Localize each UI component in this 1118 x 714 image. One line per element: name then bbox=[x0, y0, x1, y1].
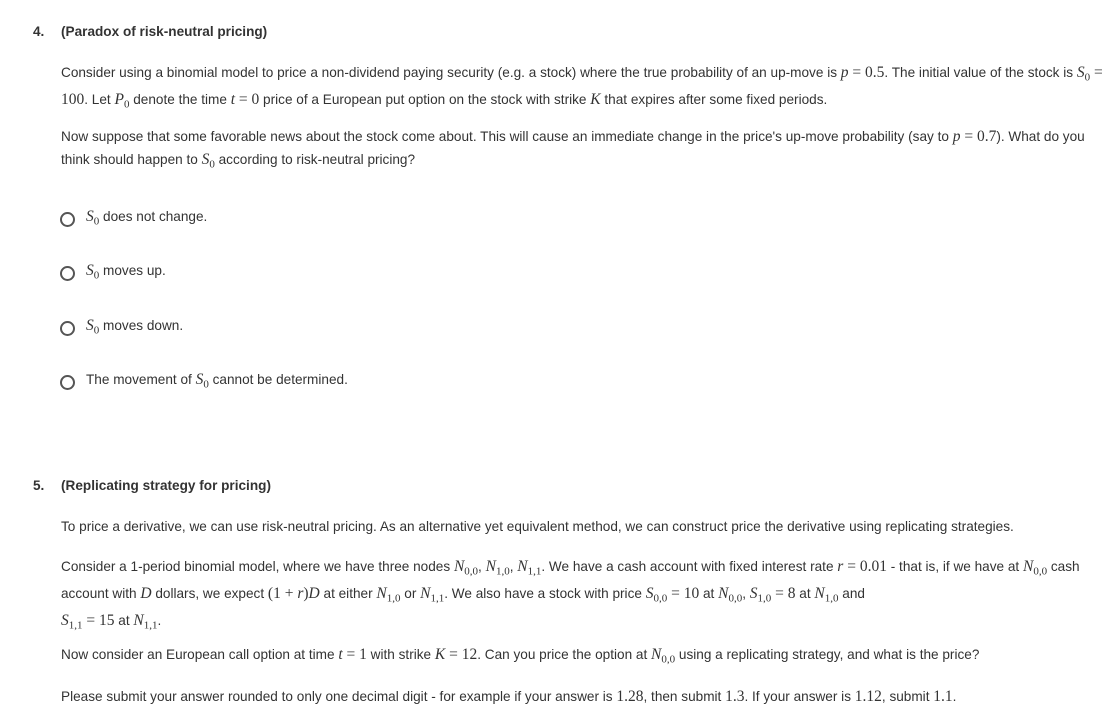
option-label: $S_0$ does not change. bbox=[86, 207, 208, 228]
question-paragraph: Consider using a binomial model to price a non-dividend paying security (e.g. a stock) where the true probability of an up-move is p = 0.5. The initial value of the stock is $S_0 = 100$. Let $P_0$ denote the time t = 0 price of a European put option on the stock with strike K that expires after some fixed periods. bbox=[61, 64, 1103, 111]
option-label: The movement of $S_0$ cannot be determined. bbox=[86, 370, 348, 391]
answer-option-no-change[interactable] bbox=[60, 208, 207, 230]
radio-button[interactable] bbox=[60, 266, 75, 281]
radio-button[interactable] bbox=[60, 375, 75, 390]
answer-option-moves-down[interactable] bbox=[60, 317, 183, 339]
question-paragraph: Now suppose that some favorable news about the stock come about. This will cause an immediate change in the price's up-move probability (say to p = 0.7). What do you think should happen to $S_0$ according to risk-neutral pricing? bbox=[61, 128, 1085, 171]
answer-option-undetermined[interactable] bbox=[60, 371, 348, 393]
question-title: (Replicating strategy for pricing) bbox=[61, 478, 271, 493]
option-label: $S_0$ moves down. bbox=[86, 316, 184, 337]
question-number: 4. bbox=[33, 24, 45, 39]
question-number: 5. bbox=[33, 478, 45, 493]
question-paragraph: Now consider an European call option at time t = 1 with strike K = 12. Can you price the option at $N_{0,0}$ using a replicating strategy, and what is the price? bbox=[61, 646, 980, 666]
radio-button[interactable] bbox=[60, 212, 75, 227]
question-paragraph: To price a derivative, we can use risk-neutral pricing. As an alternative yet equivalent method, we can construct price the derivative using replicating strategies. bbox=[61, 519, 1014, 534]
option-label: $S_0$ moves up. bbox=[86, 261, 166, 282]
question-paragraph: Consider a 1-period binomial model, where we have three nodes $N_{0,0}$, $N_{1,0}$, $N_{1,1}$. We have a cash account with fixed interest rate r = 0.01 - that is, if we have at $N_{0,0}$ cash account with D dollars, we expect (1 + r)D at either $N_{1,0}$ or $N_{1,1}$. We also have a stock with price $S_{0,0} = 10$ at $N_{0,0}$, $S_{1,0} = 8$ at $N_{1,0}$ and $S_{1,1} = 15$ at $N_{1,1}$. bbox=[61, 558, 1080, 633]
answer-option-moves-up[interactable] bbox=[60, 262, 166, 284]
question-paragraph: Please submit your answer rounded to only one decimal digit - for example if your answer is 1.28, then submit 1.3. If your answer is 1.12, submit 1.1. bbox=[61, 688, 957, 705]
question-title: (Paradox of risk-neutral pricing) bbox=[61, 24, 268, 39]
radio-button[interactable] bbox=[60, 321, 75, 336]
